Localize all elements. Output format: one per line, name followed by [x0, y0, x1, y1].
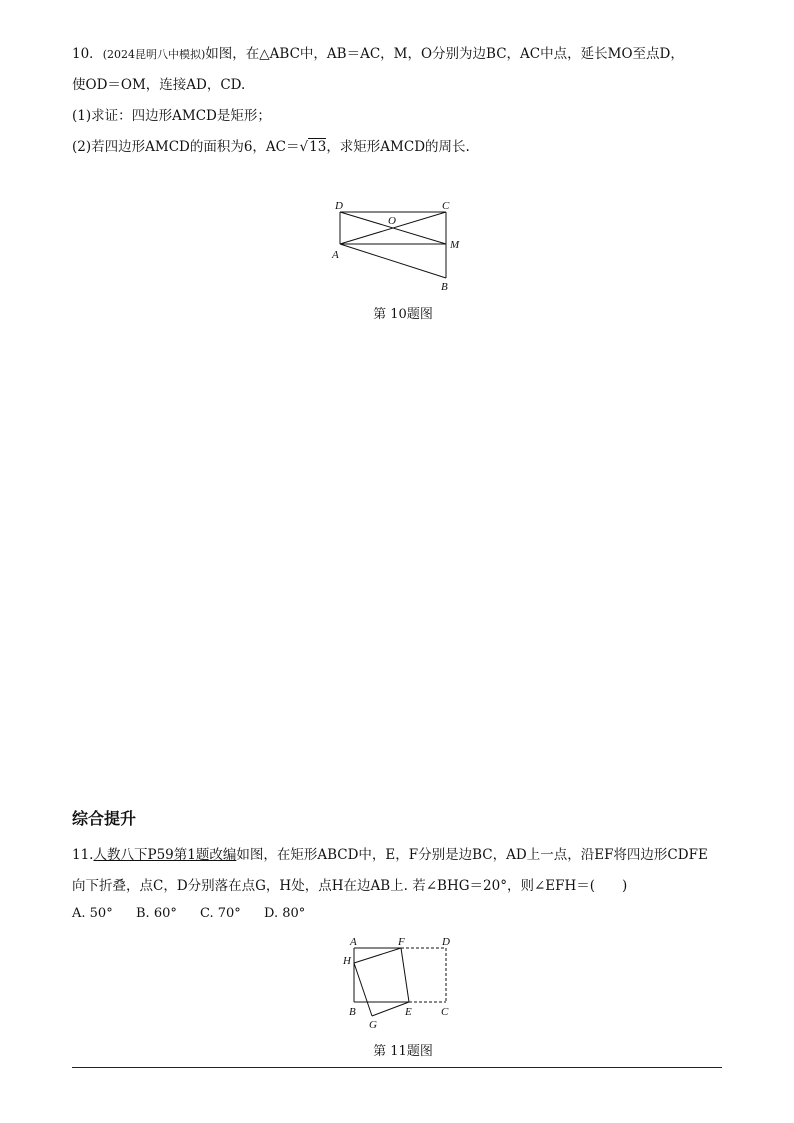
q10-part-2-text-b: ，求矩形AMCD的周长.	[326, 139, 470, 155]
segment-FH	[354, 948, 401, 963]
q10-stem-1: 如图，在△ABC中，AB＝AC，M，O分别为边BC，AC中点，延长MO至点D，	[205, 46, 684, 62]
q10-part-2-text-a: (2)若四边形AMCD的面积为6，AC＝	[72, 139, 300, 155]
q11-source: 人教八下P59第1题改编	[93, 847, 237, 863]
label-G: G	[369, 1019, 377, 1031]
label-A: A	[350, 936, 357, 948]
q11-figure-caption: 第 11题图	[373, 1044, 433, 1059]
q10-figure-caption: 第 10题图	[373, 307, 433, 322]
q10-source: (2024昆明八中模拟)	[102, 48, 206, 61]
choice-c: C. 70°	[200, 906, 241, 921]
q11-stem-1: 如图，在矩形ABCD中，E，F分别是边BC，AD上一点，沿EF将四边形CDFE	[236, 847, 708, 863]
label-B: B	[441, 281, 448, 293]
label-B: B	[349, 1006, 356, 1018]
choice-b: B. 60°	[136, 906, 177, 921]
q10-line-2: 使OD＝OM，连接AD，CD.	[72, 77, 246, 93]
q11-number: 11.	[72, 847, 94, 863]
segment-EF	[401, 948, 409, 1002]
choice-a: A. 50°	[72, 906, 113, 921]
label-D: D	[442, 936, 450, 948]
q11-figure	[335, 932, 460, 1032]
segment-GE	[372, 1002, 409, 1016]
segment-HG	[354, 963, 372, 1016]
choice-d: D. 80°	[264, 906, 306, 921]
segment-AB	[340, 244, 446, 278]
q10-part-1: (1)求证：四边形AMCD是矩形；	[72, 108, 271, 124]
q10-number: 10．	[72, 46, 103, 62]
sqrt-symbol: √	[299, 139, 309, 155]
label-M: M	[450, 239, 460, 251]
q10-sqrt-value: 13	[309, 139, 327, 155]
label-C: C	[441, 1006, 449, 1018]
label-D: D	[335, 200, 343, 212]
bottom-divider	[72, 1067, 722, 1068]
label-E: E	[405, 1006, 412, 1018]
q10-line-1	[72, 44, 732, 65]
section-heading: 综合提升	[72, 809, 137, 828]
q11-line-1	[72, 845, 732, 865]
label-H: H	[343, 955, 351, 967]
q10-part-2	[72, 137, 732, 157]
label-A: A	[332, 249, 339, 261]
q10-figure	[320, 195, 470, 295]
q11-line-2: 向下折叠，点C，D分别落在点G，H处，点H在边AB上. 若∠BHG＝20°，则∠EFH＝( )	[72, 878, 628, 894]
label-F: F	[398, 936, 405, 948]
label-C: C	[442, 200, 450, 212]
label-O: O	[388, 215, 396, 227]
